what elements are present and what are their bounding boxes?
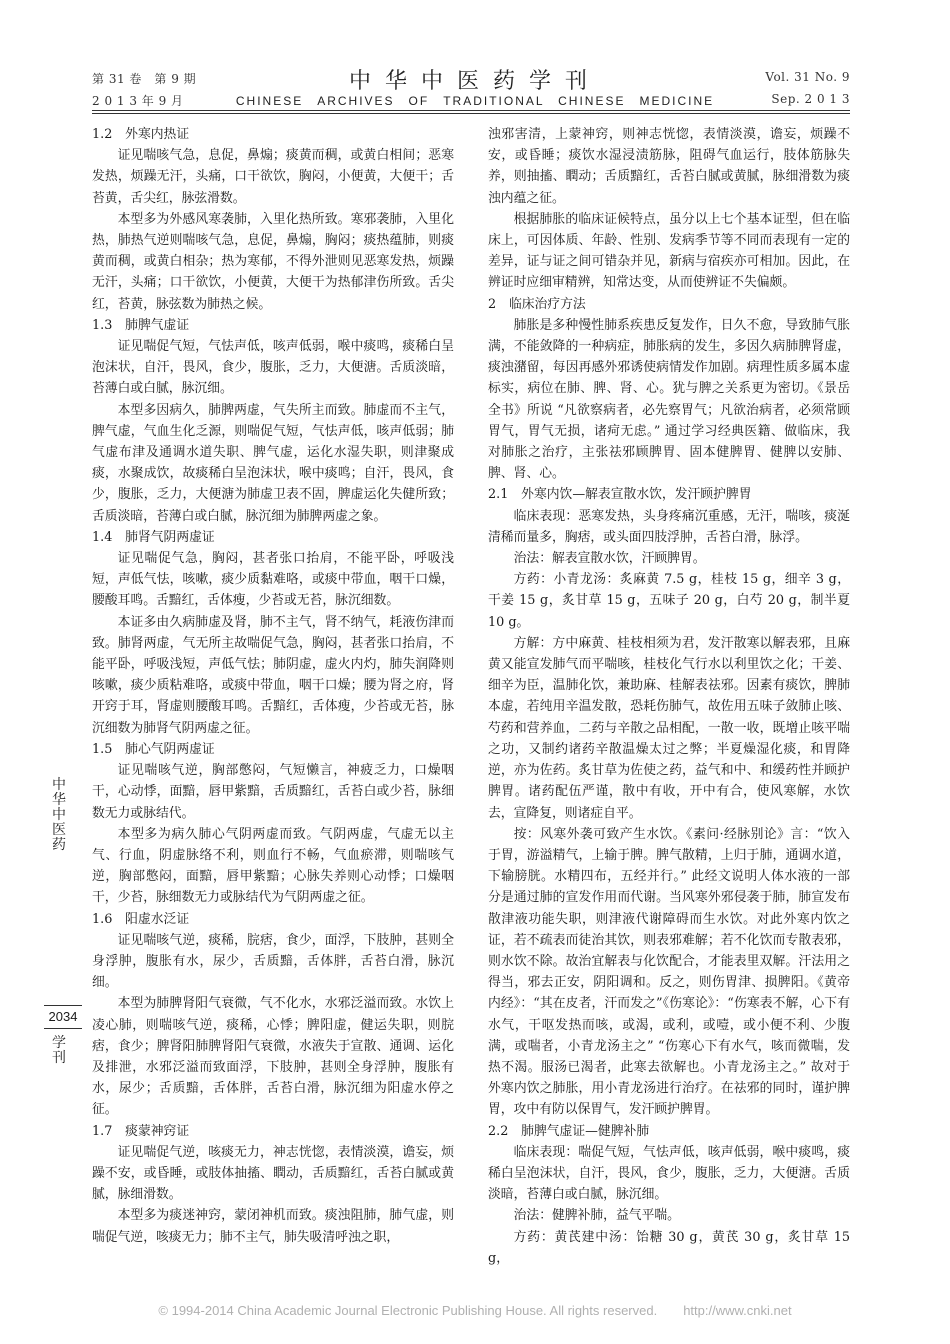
paragraph: 治法：健脾补肺，益气平喘。 [513,1208,680,1224]
paragraph: 证见喘咳气逆，痰稀，脘痞，食少，面浮，下肢肿，甚则全身浮肿，腹胀有水，尿少，舌质黯，舌体胖，舌苔白滑，脉沉细。 [92,932,454,991]
paragraph: 证见喘咳气逆，胸部憋闷，气短懒言，神疲乏力，口燥咽干，心动悸，面黯，唇甲紫黯，舌质黯红，舌苔白或少苔，脉细数无力或脉结代。 [92,763,454,821]
right-column [488,124,850,1269]
paragraph: 本型多因病久，肺脾两虚，气失所主而致。肺虚而不主气，脾气虚，气血生化乏源，则喘促气短，气怯声低，咳声低弱；肺气虚布津及通调水道失职、脾气虚，运化水湿失职，则津聚成痰，水聚成饮，故痰稀白呈泡沫状，喉中痰鸣；自汗，畏风，食少，腹胀，乏力，大便溏为肺虚卫表不固，脾虚运化失健所致；舌质淡暗，苔薄白或白腻，脉沉细为肺脾两虚之象。 [92,402,454,524]
paragraph: 证见喘促气急，胸闷，甚者张口抬肩，不能平卧，呼吸浅短，声低气怯，咳嗽，痰少质黏难咯，或痰中带血，咽干口燥，腰酸耳鸣。舌黯红，舌体瘦，少苔或无苔，脉沉细数。 [92,551,454,609]
issue-date-cn: 2 0 1 3 年 9 月 [92,94,184,108]
paragraph: 治法：解表宣散水饮，汗顾脾胃。 [513,551,706,567]
volume-en: Vol. 31 No. 9 [765,70,850,84]
paragraph: 浊邪害清，上蒙神窍，则神志恍惚，表情淡漠，谵妄，烦躁不安，或昏睡；痰饮水湿浸渍筋脉，阻碍气血运行，肢体筋脉失养，则抽搐、瞤动；舌质黯红，舌苔白腻或黄腻，脉细滑数为痰浊内蕴之征。 [488,127,850,206]
paragraph: 根据肺胀的临床证候特点，虽分以上七个基本证型，但在临床上，可因体质、年龄、性别、发病季节等不同而表现有一定的差异，证与证之间可错杂并见，新病与宿疾亦可相加。因此，在辨证时应细审精辨，知常达变，从而使辨证不失偏颇。 [488,211,850,291]
paragraph: 证见喘促气短，气怯声低，咳声低弱，喉中痰鸣，痰稀白呈泡沫状，自汗，畏风，食少，腹胀，乏力，大便溏。舌质淡暗，苔薄白或白腻，脉沉细。 [92,339,454,397]
paragraph: 证见喘促气逆，咳痰无力，神志恍惚，表情淡漠，谵妄，烦躁不安，或昏睡，或肢体抽搐、瞤动，舌质黯红，舌苔白腻或黄腻，脉细滑数。 [92,1144,454,1203]
section-heading: 2.1 外寒内饮—解表宣散水饮，发汗顾护脾胃 [488,487,752,503]
paragraph: 本型为肺脾肾阳气衰微，气不化水，水邪泛溢而致。水饮上凌心肺，则喘咳气逆，痰稀，心悸；脾阳虚，健运失职，则脘痞，食少；脾肾阳肺脾肾阳气衰微，水液失于宣散、通调、运化及排泄，水邪泛溢而致面浮，下肢肿，甚则全身浮肿，腹胀有水，尿少；舌质黯，舌体胖，舌苔白滑，脉沉细为阳虚水停之征。 [92,996,454,1118]
header-rule-bottom [92,113,850,114]
paragraph: 本证多由久病肺虚及肾，肺不主气，肾不纳气，耗液伤津而致。肺肾两虚，气无所主故喘促气急，胸闷，甚者张口抬肩，不能平卧，呼吸浅短，声低气怯；肺阴虚，虚火内灼，肺失润降则咳嗽，痰少质粘难咯，或痰中带血，咽干口燥；腰为肾之府，肾开窍于耳，肾虚则腰酸耳鸣。舌黯红，舌体瘦，少苔或无苔，脉沉细数为肺肾气阴两虚之征。 [92,614,454,736]
paragraph: 方解：方中麻黄、桂枝相须为君，发汗散寒以解表邪，且麻黄又能宣发肺气而平喘咳，桂枝化气行水以利里饮之化；干姜、细辛为臣，温肺化饮，兼助麻、桂解表祛邪。因素有痰饮，脾肺本虚，若纯用辛温发散，恐耗伤肺气，故佐用五味子敛肺止咳、芍药和营养血，二药与辛散之品相配，一散一收，既增止咳平喘之功，又制约诸药辛散温燥太过之弊；半夏燥湿化痰，和胃降逆，亦为佐药。炙甘草为佐使之药，益气和中、和缓药性并顾护脾胃。诸药配伍严谨，散中有收，开中有合，使风寒解，水饮去，宣降复，则诸症自平。 [488,635,850,821]
section-heading: 1.3 肺脾气虚证 [92,317,190,333]
section-heading: 1.6 阳虚水泛证 [92,911,190,927]
journal-title-cn: 中华中医药学刊 [348,69,601,94]
paragraph: 临床表现：恶寒发热，头身疼痛沉重感，无汗，喘咳，痰涎清稀而量多，胸痞，或头面四肢浮肿，舌苔白滑，脉浮。 [488,508,850,545]
section-heading: 1.7 痰蒙神窍证 [92,1123,190,1139]
issue-date-en: Sep. 2 0 1 3 [771,92,850,106]
copyright-footer: © 1994-2014 China Academic Journal Electronic Publishing House. All rights reserved. http://www.cnki.net [158,1303,792,1318]
section-heading: 1.4 肺肾气阴两虚证 [92,529,215,545]
page-number: 2034 [44,1005,82,1029]
paragraph: 本型多为痰迷神窍，蒙闭神机而致。痰浊阻肺，肺气虚，则喘促气逆，咳痰无力；肺不主气，肺失吸清呼浊之职， [92,1208,454,1245]
paragraph: 本型多为外感风寒袭肺，入里化热所致。寒邪袭肺，入里化热，肺热气逆则喘咳气急，息促，鼻煽，胸闷；痰热蕴肺，则痰黄而稠，或黄白相杂；热为寒郁，不得外泄则见恶寒发热，烦躁无汗，头痛；口干欲饮，小便黄，大便干为热郁津伤所致。舌尖红，苔黄，脉弦数为肺热之候。 [92,211,454,312]
section-heading: 1.2 外寒内热证 [92,127,190,142]
left-column [92,124,454,1248]
section-heading: 2.2 肺脾气虚证—健脾补肺 [488,1123,650,1139]
journal-title-en: CHINESE ARCHIVES OF TRADITIONAL CHINESE MEDICINE [235,94,715,108]
paragraph: 本型多为病久肺心气阴两虚而致。气阴两虚，气虚无以主气、行血，阴虚脉络不利，则血行不畅，气血瘀滞，则喘咳气逆，胸部憋闷，面黯，唇甲紫黯；心脉失养则心动悸；口燥咽干，少苔，脉细数无力或脉结代为气阴两虚之征。 [92,826,454,906]
paragraph: 临床表现：喘促气短，气怯声低，咳声低弱，喉中痰鸣，痰稀白呈泡沫状，自汗，畏风，食少，腹胀，乏力，大便溏。舌质淡暗，苔薄白或白腻，脉沉细。 [488,1144,850,1203]
paragraph: 肺胀是多种慢性肺系疾患反复发作，日久不愈，导致肺气胀满，不能敛降的一种病症，肺胀病的发生，多因久病肺脾肾虚，痰浊潴留，每因再感外邪诱使病情发作加剧。病理性质多属本虚标实，病位在肺、脾、肾、心。犹与脾之关系更为密切。《景岳全书》所说 “凡欲察病者，必先察胃气；凡欲治病者，必须常顾胃气，胃气无损，诸疴无虑。” 通过学习经典医籍、做临床，我对肺胀之治疗，主张祛邪顾脾胃、固本健脾胃、健脾以安肺、脾、肾、心。 [488,317,850,482]
paragraph: 方药：黄芪建中汤：饴糖 30 g，黄芪 30 g，炙甘草 15 g， [488,1229,850,1266]
section-heading: 2 临床治疗方法 [488,296,586,312]
section-heading: 1.5 肺心气阴两虚证 [92,741,215,757]
paragraph: 证见喘咳气急，息促，鼻煽；痰黄而稠，或黄白相间；恶寒发热，烦躁无汗，头痛，口干欲饮，胸闷，小便黄，大便干；舌苔黄，舌尖红，脉弦滑数。 [92,148,454,206]
side-journal-suffix: 学 刊 [52,1035,66,1066]
side-journal-name: 中 华 中 医 药 [52,777,66,853]
paragraph: 按：风寒外袭可致产生水饮。《素问·经脉别论》言：“饮入于胃，游溢精气，上输于脾。脾气散精，上归于肺，通调水道，下输膀胱。水精四布，五经并行。” 此经文说明人体水液的一部分是通过肺的宣发作用而代谢。当风寒外邪侵袭于肺，肺宣发布散津液功能失职，则津液代谢障碍而生水饮。对此外寒内饮之证，若不疏表而徒治其饮，则表邪难解；若不化饮而专散表邪，则水饮不除。故治宜解表与化饮配合，才能表里双解。汗法用之得当，邪去正安，阴阳调和。反之，则伤胃津、损脾阳。《黄帝内经》：“其在皮者，汗而发之”《伤寒论》：“伤寒表不解，心下有水气，干呕发热而咳，或渴，或利，或噎，或小便不利、少腹满，或喘者，小青龙汤主之” “伤寒心下有水气，咳而微喘，发热不渴。服汤已渴者，此寒去欲解也。小青龙汤主之。” 故对于外寒内饮之肺胀，用小青龙汤进行治疗。在祛邪的同时，谨护脾胃，攻中有防以保胃气，发汗顾护脾胃。 [488,826,850,1118]
header-rule-top [92,110,850,111]
volume-issue: 第 31 卷 第 9 期 [92,72,197,86]
paragraph: 方药：小青龙汤：炙麻黄 7.5 g，桂枝 15 g，细辛 3 g，干姜 15 g，炙甘草 15 g，五味子 20 g，白芍 20 g，制半夏 10 g。 [488,572,850,630]
